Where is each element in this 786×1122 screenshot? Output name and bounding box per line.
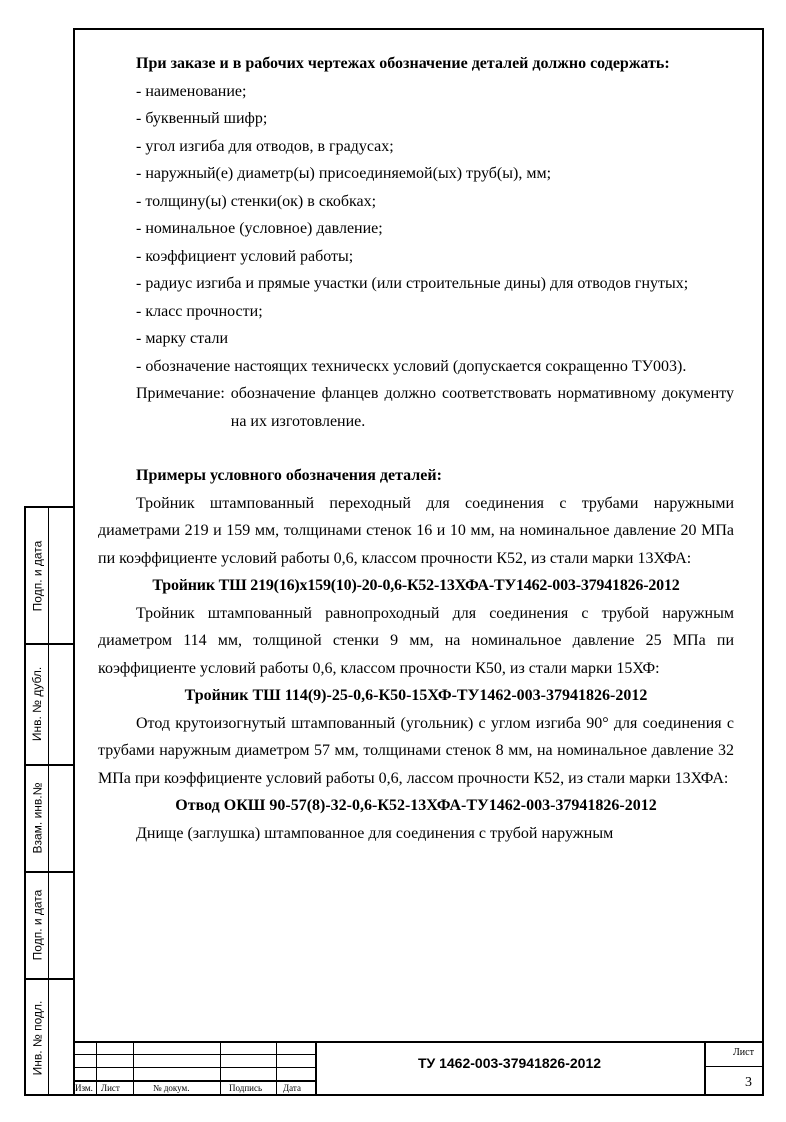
list-item: - марку стали [136,330,229,347]
example-designation: Отвод ОКШ 90-57(8)-32-0,6-К52-13ХФА-ТУ1462-003-37941826-2012 [175,797,657,814]
title-block [73,1041,764,1096]
side-label: Инв. № подл. [30,1000,44,1076]
side-label: Взам. инв.№ [30,781,45,854]
list-item: - обозначение настоящих техническх условий (допускается сокращенно ТУ003). [136,357,687,375]
caption-signature: Подпись [229,1083,263,1093]
sheet-label: Лист [733,1047,754,1058]
list-item: - наружный(е) диаметр(ы) присоединяемой(ых) труб(ы), мм; [136,165,552,182]
caption-doc-number: № докум. [153,1083,190,1093]
last-paragraph: Днище (заглушка) штампованное для соединения с трубой наружным [136,824,614,842]
document-body [98,50,734,847]
caption-date: Дата [283,1083,301,1093]
side-label: Подп. и дата [30,540,44,611]
side-label: Инв. № дубл. [30,666,44,741]
list-item: - буквенный шифр; [136,110,268,127]
note-label: Примечание: [136,385,225,402]
examples-heading: Примеры условного обозначения деталей: [136,467,442,484]
note [98,380,734,435]
example-designation: Тройник ТШ 114(9)-25-0,6-К50-15ХФ-ТУ1462-003-37941826-2012 [184,687,648,704]
list-item: - коэффициент условий работы; [136,247,354,265]
caption-change: Изм. [75,1083,93,1093]
list-item: - радиус изгиба и прямые участки (или строительные дины) для отводов гнутых; [136,275,689,292]
caption-sheet: Лист [101,1083,120,1093]
side-stamp [24,506,73,1096]
list-item: - номинальное (условное) давление; [136,220,383,237]
intro-heading: При заказе и в рабочих чертежах обозначение деталей должно содержать: [136,55,670,72]
list-item: - толщину(ы) стенки(ок) в скобках; [136,192,377,210]
example-description: Тройник штампованный переходный для соединения с трубами наружными диаметрами 219 и 159 мм, толщинами стенок 16 и 10 мм, на номинальное давление 20 МПа пи коэффициенте условий работы 0,6, классом прочности К52, из стали марки 13ХФА: [98,494,734,567]
example-description: Отод крутоизогнутый штампованный (угольник) с углом изгиба 90° для соединения с трубами наружным диаметром 57 мм, толщинами стенок 8 мм, на номинальное давление 32 МПа при коэффициенте условий работы 0,6, лассом прочности К52, из стали марки 13ХФА: [98,714,734,787]
side-label: Подп. и дата [30,889,44,960]
list-item: - угол изгиба для отводов, в градусах; [136,137,394,155]
example-designation: Тройник ТШ 219(16)x159(10)-20-0,6-К52-13ХФА-ТУ1462-003-37941826-2012 [152,577,680,594]
example-description: Тройник штампованный равнопроходный для соединения с трубой наружным диаметром 114 мм, толщиной стенки 9 мм, на номинальное давление 25 МПа пи коэффициенте условий работы 0,6, классом прочности К50, из стали марки 15ХФ: [98,604,734,677]
sheet-number: 3 [745,1075,752,1090]
note-text: обозначение фланцев должно соответствовать нормативному документу на их изготовление. [230,385,734,430]
list-item: - наименование; [136,82,247,100]
list-item: - класс прочности; [136,302,263,320]
document-code: ТУ 1462-003-37941826-2012 [417,1055,602,1071]
